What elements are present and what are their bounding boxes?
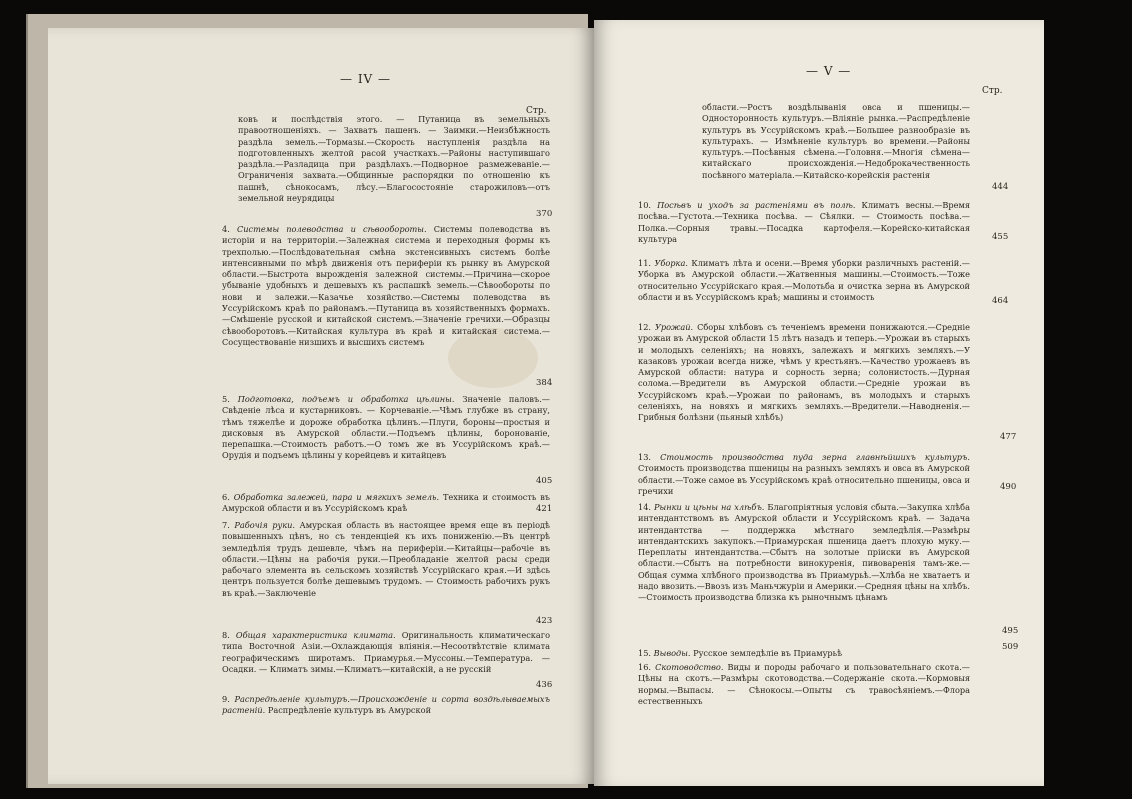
entry-number: 15. [638,648,652,658]
entry-page: 444 [992,182,1009,192]
entry-page: 477 [1000,432,1017,442]
entry-page: 436 [536,680,553,690]
entry-text: Техника и стоимость въ Амурской области и въ Уссурійскомъ краѣ [222,492,551,514]
entry-number: 5. [222,394,230,404]
entry-text: ковъ и послѣдствія этого. — Путаница въ земельныхъ правоотношеніяхъ. — Захватъ пашенъ. — Заимки.—Неизбѣжность раздѣла земель.—Тормазы.—Скорость наступленія раздѣла на подготовленныхъ желтой расой участкахъ.—Районы наступившаго раздѣла.—Разладица при раздѣлахъ.—Подворное размежеваніе.—Ограниченія захвата.—Общинные распорядки по отношенію къ пашнѣ, сѣнокосамъ, лѣсу.—Благосостояніе старожиловъ—отъ земельной неурядицы [238,114,550,204]
toc-entry [638,648,970,659]
entry-text: Амурская область въ настоящее время еще въ періодѣ повышенныхъ цѣнъ, но съ тенденціей къ ихъ пониженію.—Въ центрѣ земледѣлія трудъ дешевле, чѣмъ на периферіи.—Китайцы—рабочіе въ области.—Цѣны на рабочія руки.—Преобладаніе желтой расы среди рабочаго элемента въ сельскомъ хозяйствѣ Уссурійскаго края.—И здѣсь центръ пользуется болѣе дешевымъ трудомъ. — Стоимость рабочихъ рукъ въ краѣ.—Заключеніе [222,520,550,598]
page-header: — V — [806,64,852,78]
left-page [48,28,594,784]
entry-page: 384 [536,378,553,388]
entry-number: 12. [638,322,652,332]
toc-entry [222,224,550,348]
entry-page: 405 [536,476,553,486]
toc-entry [222,630,550,675]
entry-page: 495 [1002,626,1019,636]
entry-page: 421 [536,504,553,514]
entry-title: Стоимость производства пуда зерна главнѣйшихъ культуръ. [660,452,970,462]
entry-title: Общая характеристика климата. [235,630,396,640]
toc-entry [638,502,970,604]
entry-number: 10. [638,200,652,210]
entry-text: Сборы хлѣбовъ съ теченіемъ времени понижаются.—Средніе урожаи въ Амурской области 15 лѣтъ назадъ и теперь.—Урожаи въ старыхъ и молодыхъ селеніяхъ; на новяхъ, залежахъ и мягкихъ земляхъ.—У казаковъ урожаи всегда ниже, чѣмъ у крестьянъ.—Качество урожаевъ въ Амурской области: натура и сорность зерна; солонистость.—Дурная солома.—Вредители въ Амурской области.—Средніе урожаи въ Уссурійскомъ краѣ.—Урожаи по районамъ, въ молодыхъ и старыхъ селеніяхъ, на новяхъ и мягкихъ земляхъ.—Вредители.—Наводненія.—Грибныя болѣзни (пьяный хлѣбъ) [638,322,970,423]
toc-entry [702,102,970,181]
entry-number: 16. [638,662,652,672]
entry-title: Рынки и цѣны на хлѣбъ. [654,502,765,512]
page-column-label: Стр. [526,106,547,116]
entry-title: Скотоводство. [655,662,724,672]
entry-text: Русское земледѣліе въ Приамурьѣ [693,648,843,658]
page-header: — IV — [340,72,392,86]
toc-entry [638,258,970,303]
entry-text: Благопріятныя условія сбыта.—Закупка хлѣба интендантствомъ въ Амурской области и Уссурійскомъ краѣ. — Задача интендантства — поддержка мѣстнаго земледѣлія.—Размѣры интендантскихъ закупокъ.—Приамурская пшеница даетъ плохую муку.—Переплаты интендантства.—Сбытъ на золотые пріиски въ Амурской области.—Сбытъ на потребности винокуренія, пивоваренія тамъ-же.—Общая сумма хлѣбного производства въ Приамурьѣ.—Хлѣба не хватаетъ и надо ввозить.—Ввозъ изъ Маньчжуріи и Америки.—Средняя цѣны на хлѣбъ.—Стоимость производства близка къ рыночнымъ цѣнамъ [638,502,970,603]
entry-title: Урожай. [654,322,694,332]
entry-page: 464 [992,296,1009,306]
entry-title: Системы полеводства и сѣвообороты. [236,224,427,234]
entry-text: Климатъ весны.—Время посѣва.—Густота.—Техника посѣва. — Сѣялки. — Стоимость посѣва.—Полка.—Сорныя травы.—Посадка картофеля.—Корейско-китайская культура [638,200,971,244]
entry-page: 509 [1002,642,1019,652]
toc-entry [638,452,970,497]
entry-text: Стоимость производства пшеницы на разныхъ земляхъ и овса въ Амурской области.—Тоже самое въ Уссурійскомъ краѣ относительно пшеницы, овса и гречихи [638,463,970,496]
entry-title: Рабочія руки. [234,520,296,530]
toc-entry [638,322,970,424]
entry-number: 14. [638,502,652,512]
entry-title: Посѣвъ и уходъ за растеніями въ полѣ. [657,200,856,210]
entry-text: Распредѣленіе культуръ въ Амурской [267,705,432,716]
entry-title: Обработка залежей, пара и мягкихъ земель. [233,492,440,502]
entry-number: 6. [222,492,230,502]
entry-page: 490 [1000,482,1017,492]
right-page [594,20,1044,786]
entry-text: Системы полеводства въ исторіи и на территоріи.—Залежная система и переходныя формы къ трехполью.—Послѣдовательная смѣна экстенсивныхъ системъ болѣе интенсивными по мѣрѣ движенія отъ периферіи къ рынку въ Амурской области.—Быстрота вырожденія залежной системы.—Причина—скорое убываніе удобныхъ и дешевыхъ къ распашкѣ земель.—Сѣвообороты по нови и залежи.—Казачье хозяйство.—Системы полеводства въ Уссурійскомъ краѣ по районамъ.—Путаница въ хозяйственныхъ формахъ.—Смѣшеніе русской и китайской системъ.—Значеніе гречихи.—Образцы сѣвооборотовъ.—Китайская культура въ краѣ и китайская система.—Сосуществованіе низшихъ и высшихъ системъ [222,224,550,347]
entry-text: Оригинальность климатическаго типа Восточной Азіи.—Охлаждающія вліянія.—Несоотвѣтствіе климата географическимъ широтамъ. Приамурья.—Муссоны.—Температура. —Осадки. — Климатъ зимы.—Климатъ—китайскій, а не русскій [222,630,550,674]
toc-entry [638,200,970,245]
entry-text: области.—Ростъ воздѣлыванія овса и пшеницы.—Односторонность культуръ.—Вліяніе рынка.—Распредѣленіе культуръ въ Уссурійскомъ краѣ.—Большее разнообразіе въ культурахъ. — Измѣненіе культуръ во времени.—Районы культуръ.—Посѣвныя сѣмена.—Головня.—Многія сѣмена—китайскаго происхожденія.—Недоброкачественность посѣвного матеріала.—Китайско-корейскія растенія [702,102,970,180]
toc-entry [222,694,550,717]
entry-number: 8. [222,630,230,640]
toc-entry [222,520,550,599]
page-column-label: Стр. [982,86,1003,96]
entry-title: Подготовка, подъемъ и обработка цѣлины. [237,394,455,404]
entry-title: Распредѣленіе культуръ.—Происхожденіе и сорта воздѣлываемыхъ растеній. [222,694,551,716]
entry-text: Виды и породы рабочаго и пользовательнаго скота.—Цѣны на скотъ.—Размѣры скотоводства.—Содержаніе скота.—Кормовыя нормы.—Выпасы. — Сѣнокосы.—Опыты съ травосѣяніемъ.—Флора естественныхъ [638,662,970,706]
entry-title: Выводы. [653,648,691,658]
entry-page: 423 [536,616,553,626]
entry-number: 13. [638,452,652,462]
entry-page: 370 [536,209,553,219]
entry-text: Значеніе паловъ.—Свѣденіе лѣса и кустарниковъ. — Корчеваніе.—Чѣмъ глубже въ страну, тѣмъ тяжелѣе и дороже обработка цѣлинъ.—Плуги, бороны—простыя и дисковыя въ Амурской области.—Подъемъ цѣлины, боронованіе, перепашка.—Стоимость работъ.—О томъ же въ Уссурійскомъ краѣ.—Орудія и подъемъ цѣлины у корейцевъ и китайцевъ [222,394,550,461]
entry-number: 7. [222,520,230,530]
entry-title: Уборка. [654,258,688,268]
toc-entry [238,114,550,204]
entry-page: 455 [992,232,1009,242]
toc-entry [222,394,550,462]
entry-number: 11. [638,258,652,268]
toc-entry [222,492,553,515]
entry-number: 4. [222,224,230,234]
toc-entry [638,662,970,707]
entry-number: 9. [222,694,230,704]
entry-text: Климатъ лѣта и осени.—Время уборки различныхъ растеній.—Уборка въ Амурской области.—Жатвенныя машины.—Стоимость.—Тоже относительно Уссурійскаго края.—Молотьба и очистка зерна въ Амурской области и въ Уссурійскомъ краѣ; машины и стоимость [638,258,970,302]
